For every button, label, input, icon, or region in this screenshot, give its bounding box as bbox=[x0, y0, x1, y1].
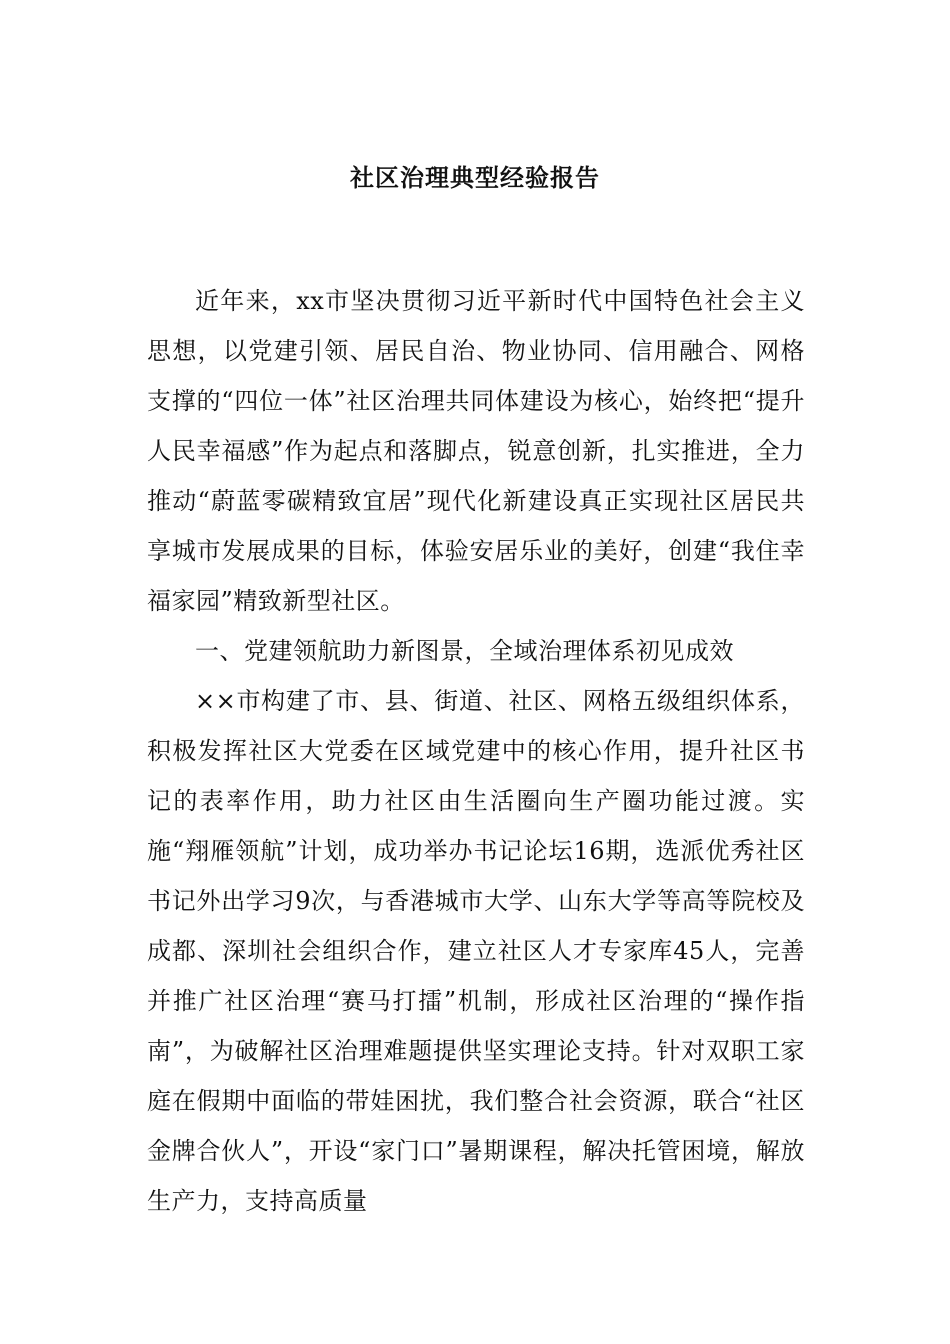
section-heading-1: 一、党建领航助力新图景，全域治理体系初见成效 bbox=[195, 637, 734, 665]
document-body bbox=[147, 276, 805, 1226]
paragraph-intro: 近年来，xx市坚决贯彻习近平新时代中国特色社会主义思想，以党建引领、居民自治、物业协同、信用融合、网格支撑的“四位一体”社区治理共同体建设为核心，始终把“提升人民幸福感”作为起点和落脚点，锐意创新，扎实推进，全力推动“蔚蓝零碳精致宜居”现代化新建设真正实现社区居民共享城市发展成果的目标，体验安居乐业的美好，创建“我住幸福家园”精致新型社区。 bbox=[147, 287, 805, 615]
document-title: 社区治理典型经验报告 bbox=[350, 163, 600, 192]
paragraph-section-1: ××市构建了市、县、街道、社区、网格五级组织体系，积极发挥社区大党委在区域党建中的核心作用，提升社区书记的表率作用，助力社区由生活圈向生产圈功能过渡。实施“翔雁领航”计划，成功举办书记论坛16期，选派优秀社区书记外出学习9次，与香港城市大学、山东大学等高等院校及成都、深圳社会组织合作，建立社区人才专家库45人，完善并推广社区治理“赛马打擂”机制，形成社区治理的“操作指南”，为破解社区治理难题提供坚实理论支持。针对双职工家庭在假期中面临的带娃困扰，我们整合社会资源，联合“社区金牌合伙人”，开设“家门口”暑期课程，解决托管困境，解放生产力，支持高质量 bbox=[147, 687, 805, 1215]
